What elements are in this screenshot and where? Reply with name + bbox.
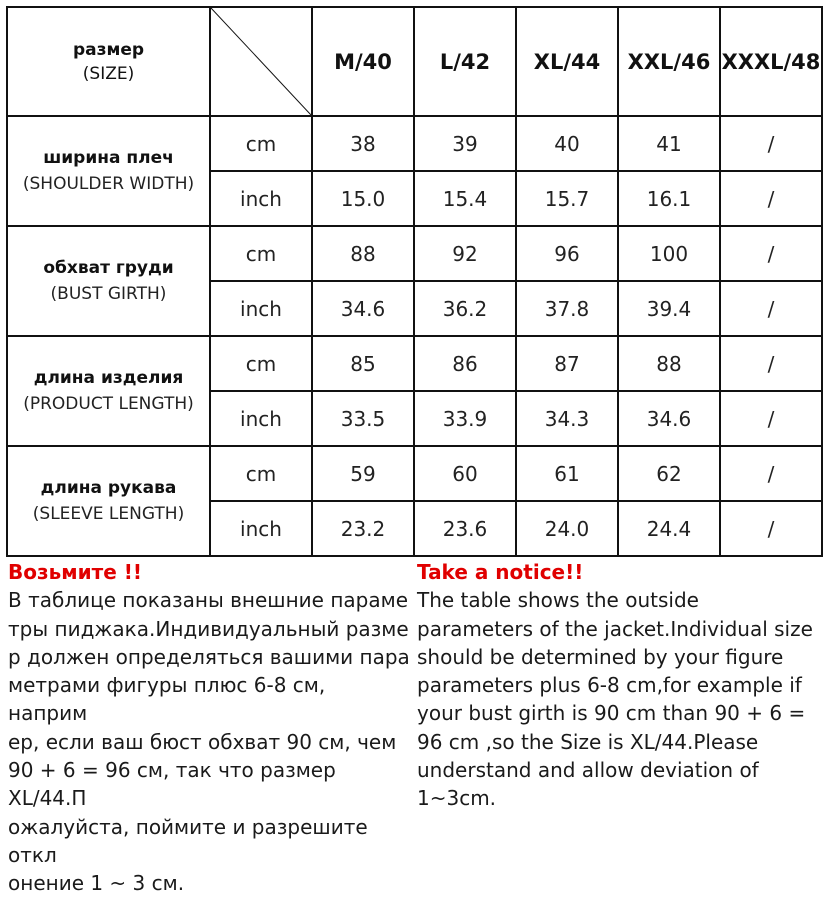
unit-cm: cm [210,226,312,281]
row-label-en: (PRODUCT LENGTH) [23,394,194,414]
table-cell: / [720,501,822,556]
table-cell: / [720,281,822,336]
table-cell: 24.4 [618,501,720,556]
table-cell: 33.9 [414,391,516,446]
table-cell: 24.0 [516,501,618,556]
table-cell: 41 [618,116,720,171]
header-row [7,7,822,116]
column-header-xl44: XL/44 [516,7,618,116]
table-cell: 96 [516,226,618,281]
table-cell: 86 [414,336,516,391]
table-cell: 39 [414,116,516,171]
column-header-m40: M/40 [312,7,414,116]
notice-title-ru: Возьмите !! [8,560,142,584]
table-cell: 33.5 [312,391,414,446]
notice-title-en: Take a notice!! [417,560,584,584]
notice-english [417,558,821,813]
notice-body-ru: В таблице показаны внешние параме тры пиджака.Индивидуальный разме р должен определяться вашими пара метрами фигуры плюс 6-8 см, наприм ер, если ваш бюст обхват 90 см, чем 90 + 6 = 96 см, так что размер XL/44.П ожалуйста, поймите и разрешите откл онение 1 ~ 3 см. [8,588,410,896]
unit-cm: cm [210,336,312,391]
row-label-ru: обхват груди [43,258,174,278]
table-row [7,446,822,501]
diagonal-corner-cell [210,7,312,116]
table-cell: 40 [516,116,618,171]
table-row [7,116,822,171]
notice-body-en: The table shows the outside parameters of the jacket.Individual size should be determined by your figure parameters plus 6-8 cm,for example if your bust girth is 90 cm than 90 + 6 = 96 cm ,so the Size is XL/44.Please understand and allow deviation of 1~3cm. [417,588,813,811]
table-cell: 100 [618,226,720,281]
row-label-sleeve-length [7,446,210,556]
unit-inch: inch [210,391,312,446]
table-cell: 38 [312,116,414,171]
row-label-product-length [7,336,210,446]
unit-inch: inch [210,171,312,226]
row-label-bust-girth [7,226,210,336]
row-label-en: (SHOULDER WIDTH) [22,174,195,194]
table-cell: 88 [618,336,720,391]
table-cell: 36.2 [414,281,516,336]
size-label-ru: размер [72,39,145,60]
size-chart-table [6,6,823,557]
unit-inch: inch [210,281,312,336]
unit-inch: inch [210,501,312,556]
column-header-xxxl48: XXXL/48 [720,7,822,116]
table-row [7,336,822,391]
table-cell: 92 [414,226,516,281]
table-cell: 15.0 [312,171,414,226]
diagonal-line [211,8,311,115]
table-cell: 15.7 [516,171,618,226]
table-cell: / [720,171,822,226]
table-cell: / [720,446,822,501]
unit-cm: cm [210,116,312,171]
table-cell: 60 [414,446,516,501]
table-cell: 23.6 [414,501,516,556]
table-cell: 34.6 [312,281,414,336]
size-label-en: (SIZE) [82,63,135,84]
row-label-en: (SLEEVE LENGTH) [32,504,185,524]
table-cell: 15.4 [414,171,516,226]
row-label-en: (BUST GIRTH) [50,284,167,304]
table-cell: 16.1 [618,171,720,226]
table-cell: 34.3 [516,391,618,446]
unit-cm: cm [210,446,312,501]
column-header-xxl46: XXL/46 [618,7,720,116]
notice-russian [8,558,410,898]
table-cell: 59 [312,446,414,501]
table-cell: / [720,391,822,446]
table-cell: 85 [312,336,414,391]
column-header-l42: L/42 [414,7,516,116]
table-cell: 62 [618,446,720,501]
row-label-ru: длина рукава [40,478,177,498]
table-cell: 88 [312,226,414,281]
table-cell: 61 [516,446,618,501]
row-label-shoulder-width [7,116,210,226]
table-cell: 87 [516,336,618,391]
table-cell: 23.2 [312,501,414,556]
row-label-ru: длина изделия [33,368,184,388]
table-cell: 39.4 [618,281,720,336]
table-cell: 34.6 [618,391,720,446]
row-label-ru: ширина плеч [43,148,174,168]
table-cell: / [720,336,822,391]
table-row [7,226,822,281]
table-cell: / [720,116,822,171]
table-cell: / [720,226,822,281]
size-header-cell [7,7,210,116]
table-cell: 37.8 [516,281,618,336]
